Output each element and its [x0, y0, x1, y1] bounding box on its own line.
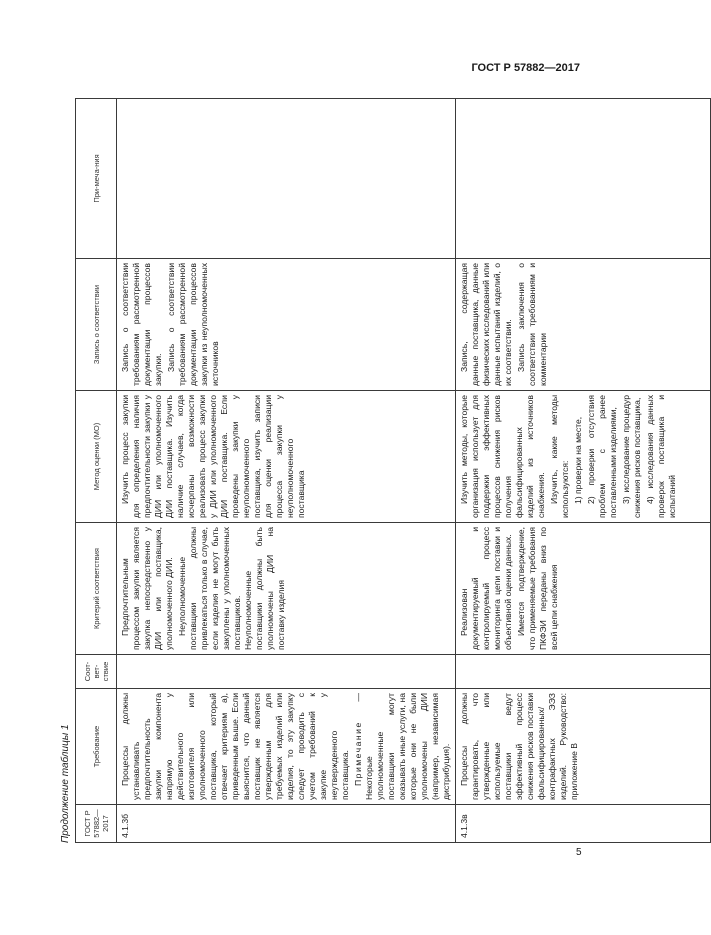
method-list-item: 3) исследование процедур снижения рисков поставщика, — [621, 395, 642, 518]
criterion-text: Неуполномоченные поставщики должны привлекаться только в случае, если изделия не могут быть закуплены у уполномоченных поставщиков. Неуполномоченные поставщики должны быть уполномочены ДИИ на поставку изделия — [177, 527, 286, 650]
notes-cell — [456, 99, 711, 259]
col-header-criterion: Критерий соответствия — [76, 523, 117, 655]
note-text: — Некоторые уполномоченные поставщики могут оказывать иные услуги, на которые они не были уполномочены ДИИ (например, независимая дистрибуция). — [353, 693, 451, 800]
criterion-text: Предпочтительным процессом закупки является закупка непосредственно у ДИИ или поставщика, уполномоченного ДИИ. — [120, 527, 174, 650]
requirement-cell — [117, 689, 456, 805]
method-text: Изучить, какие методы используются: — [549, 395, 570, 518]
criterion-cell — [456, 523, 711, 655]
row-id: 4.1.3б — [117, 805, 456, 843]
criterion-text: Реализован документируемый и контролируемый процесс мониторинга цепи поставки и объективной оценки данных. — [459, 527, 513, 650]
record-text: Запись о соответствии требованиям рассмотренной документации процессов закупки из неуполномоченных источников — [166, 263, 220, 386]
table-header-row — [76, 99, 117, 843]
note-label: Примечание — [353, 721, 363, 786]
criterion-cell — [117, 523, 456, 655]
rotated-table-block — [60, 99, 677, 843]
col-header-requirement: Требование — [76, 689, 117, 805]
record-text: Запись, содержащая данные поставщика, данные физических исследований или данные испытаний изделий, о их соответствии. — [459, 263, 513, 386]
requirement-note — [353, 693, 452, 800]
col-header-record: Запись о соответствии — [76, 259, 117, 391]
col-header-notes: При-меча-ния — [76, 99, 117, 259]
record-cell — [456, 259, 711, 391]
page-number: 5 — [576, 847, 582, 858]
requirement-text: Процессы должны гарантировать, что утвержденные или используемые поставщики ведут эффективный процесс снижения рисков поставки фальсифицированных/контрафактных ЭЭЗ изделий. Руководство: приложение В — [459, 693, 579, 800]
page-header: ГОСТ Р 57882—2017 — [471, 62, 580, 74]
requirements-table — [75, 98, 711, 843]
method-text: Изучить методы, которые организация использует для поддержки эффективных процессов снижения рисков получения фальсифицированных изделий из источников снабжения. — [459, 395, 546, 518]
table-row — [117, 99, 456, 843]
requirement-cell — [456, 689, 711, 805]
method-list-item: 2) проверки отсутствия проблем с ранее поставленными изделиями, — [586, 395, 618, 518]
criterion-text: Имеется подтверждение, что применяемые требования ПКФЭИ переданы вниз по всей цепи снабжения — [516, 527, 559, 650]
row-id: 4.1.3в — [456, 805, 711, 843]
record-text: Запись о соответствии требованиям рассмотренной документации процессов закупки. — [120, 263, 163, 386]
method-text: Изучить процесс закупки для определения наличия предпочтительности закупки у ДИИ или уполномоченного ДИИ поставщика. Изучить наличие случаев, когда исчерпаны возможности реализовать процесс закупки у ДИИ или уполномоченного ДИИ поставщика. Если проведены закупки у неуполномоченного поставщика, изучить записи для оценки реализации процесса закупки у неуполномоченного поставщика — [120, 395, 306, 518]
method-list-item: 4) исследования данных проверок поставщика и испытаний — [645, 395, 677, 518]
col-header-gost: ГОСТ Р 57882—2017 — [76, 805, 117, 843]
method-cell — [456, 391, 711, 523]
col-header-method: Метод оценки (МО) — [76, 391, 117, 523]
compliance-cell — [117, 655, 456, 689]
notes-cell — [117, 99, 456, 259]
col-header-compliance: Соот-вет-ствие — [76, 655, 117, 689]
method-cell — [117, 391, 456, 523]
record-text: Запись заключения о соответствии требованиям и комментарии — [516, 263, 548, 386]
table-caption: Продолжение таблицы 1 — [60, 724, 71, 843]
method-list-item: 1) проверки на месте, — [573, 416, 583, 504]
record-cell — [117, 259, 456, 391]
requirement-text: Процессы должны устанавливать предпочтительность закупки компонента напрямую у действительного изготовителя или уполномоченного поставщика, который отвечает критериям а), приведенным выше. Если выяснится, что данный поставщик не является утвержденным для требуемых изделий или изделия, то эту закупку следует проводить с учетом требований к закупке у неутвержденного поставщика. — [120, 693, 350, 800]
compliance-cell — [456, 655, 711, 689]
table-row — [456, 99, 711, 843]
